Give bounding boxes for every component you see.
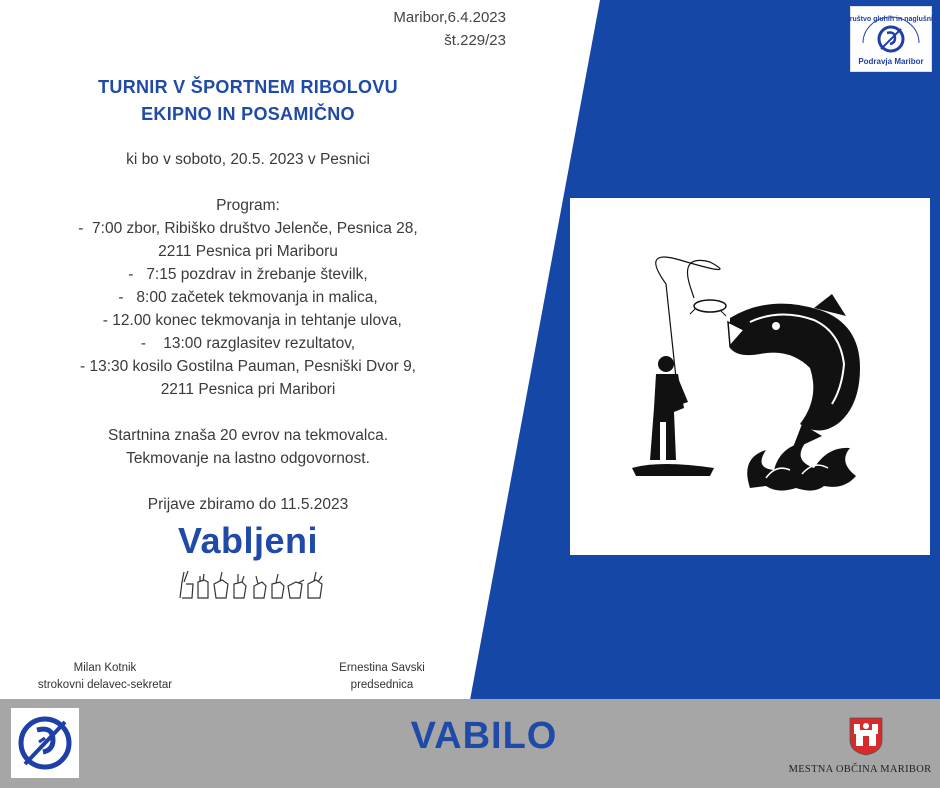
invitation-body [30,148,466,516]
program-item: - 8:00 začetek tekmovanja in malica, [118,289,378,306]
intro-text: ki bo v soboto, 20.5. 2023 v Pesnici [126,151,370,168]
invitation-label: VABILO [410,715,558,757]
deaf-association-logo-icon [844,7,938,71]
title-line-2: EKIPNO IN POSAMIČNO [141,104,355,124]
program-item: 2211 Pesnica pri Maribori [160,381,336,398]
registration-deadline: Prijave zbiramo do 11.5.2023 [147,496,349,513]
signature-name: Milan Kotnik [73,662,137,674]
letter-date [393,6,506,52]
welcome-heading: Vabljeni [177,520,319,561]
fisherman-fish-illustration [570,198,930,555]
program-item: - 12.00 konec tekmovanja in tehtanje ulova, [94,312,402,329]
responsibility-text: Tekmovanje na lastno odgovornost. [126,450,370,467]
program-item: - 7:00 zbor, Ribiško društvo Jelenče, Pesnica 28, [78,220,418,237]
signature-role: strokovni delavec-sekretar [37,679,173,691]
fishing-illustration [570,198,930,555]
association-logo-bottom [11,708,79,778]
municipality-name: MESTNA OBČINA MARIBOR [788,764,932,775]
signature-name: Ernestina Savski [339,662,425,674]
association-logo-top [844,6,938,72]
program-heading: Program: [216,197,280,214]
program-item: - 13:30 kosilo Gostilna Pauman, Pesniški Dvor 9, [80,358,416,375]
sign-language-hands-icon [176,568,326,604]
entry-fee-text: Startnina znaša 20 evrov na tekmovalca. [107,427,388,444]
signature-president [312,660,452,694]
program-item: - 7:15 pozdrav in žrebanje številk, [128,266,368,283]
title-line-1: TURNIR V ŠPORTNEM RIBOLOVU [98,77,398,97]
maribor-coat-of-arms-icon [848,716,884,756]
signature-secretary [10,660,200,694]
date-text: Maribor,6.4.2023 [393,9,506,26]
program-item: - 13:00 razglasitev rezultatov, [140,335,356,352]
program-item: 2211 Pesnica pri Mariboru [158,243,338,260]
svg-text:Društvo gluhih in naglušnih: Društvo gluhih in naglušnih [844,16,938,23]
reference-number: št.229/23 [444,32,506,49]
signature-role: predsednica [350,679,414,691]
event-title [40,74,456,128]
svg-text:Podravja Maribor: Podravja Maribor [858,57,924,66]
deaf-association-logo-icon [11,708,79,778]
